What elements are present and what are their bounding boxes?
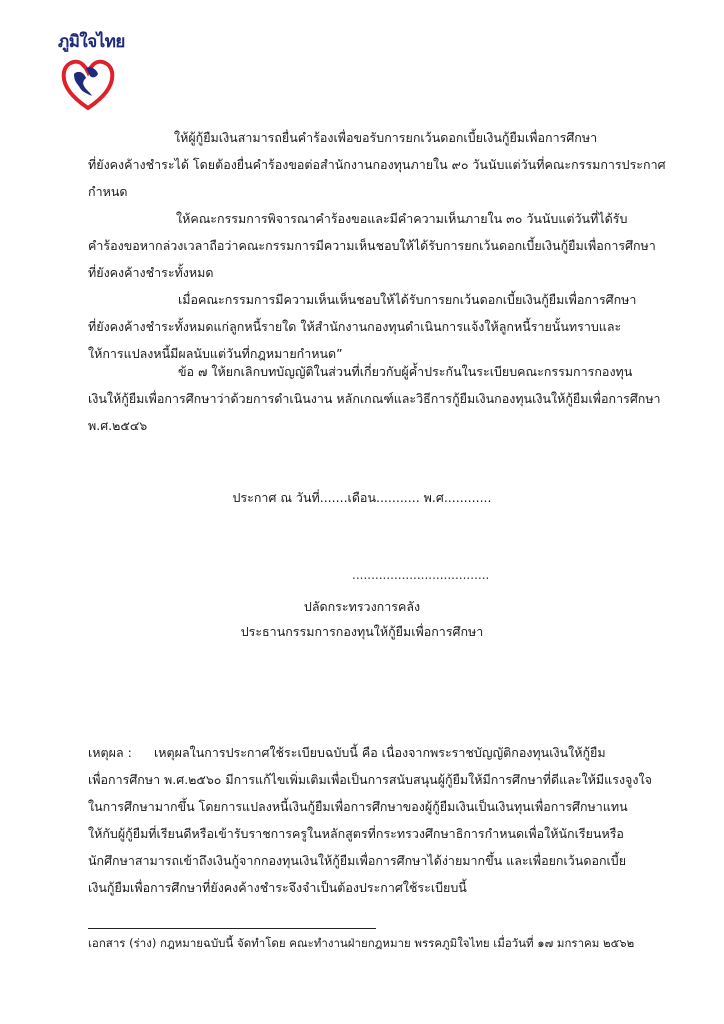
reason-section	[88, 739, 652, 901]
footnote-divider	[88, 928, 376, 929]
paragraph-line: ที่ยังคงค้างชำระทั้งหมด	[88, 265, 214, 280]
paragraph-3	[88, 286, 636, 367]
paragraph-line: ข้อ ๗ ให้ยกเลิกบทบัญญัติในส่วนที่เกี่ยวกับผู้ค้ำประกันในระเบียบคณะกรรมการกองทุน	[178, 364, 633, 379]
paragraph-line: ให้การแปลงหนี้มีผลนับแต่วันที่กฎหมายกำหนด”	[88, 346, 343, 361]
paragraph-line: ที่ยังคงค้างชำระได้ โดยต้องยื่นคำร้องขอต่อสำนักงานกองทุนภายใน ๙๐ วันนับแต่วันที่คณะกรรมการประกาศ	[88, 157, 666, 172]
paragraph-line: เมื่อคณะกรรมการมีความเห็นเห็นชอบให้ได้รับการยกเว้นดอกเบี้ยเงินกู้ยืมเพื่อการศึกษา	[178, 292, 637, 307]
paragraph-line: คำร้องขอหากล่วงเวลาถือว่าคณะกรรมการมีความเห็นชอบให้ได้รับการยกเว้นดอกเบี้ยเงินกู้ยืมเพื่อการศึกษา	[88, 238, 656, 253]
reason-line: เพื่อการศึกษา พ.ศ.๒๕๖๐ มีการแก้ไขเพิ่มเติมเพื่อเป็นการสนับสนุนผู้กู้ยืมให้มีการศึกษาที่ดีและให้มีแรงจูงใจ	[88, 772, 652, 787]
reason-text: เหตุผลในการประกาศใช้ระเบียบฉบับนี้ คือ เนื่องจากพระราชบัญญัติกองทุนเงินให้กู้ยืม	[154, 745, 606, 760]
paragraph-2	[88, 205, 656, 286]
party-logo	[58, 22, 125, 114]
paragraph-1	[88, 124, 666, 205]
signer-chair-position: ประธานกรรมการกองทุนให้กู้ยืมเพื่อการศึกษา	[240, 624, 484, 639]
paragraph-line: กำหนด	[88, 184, 128, 199]
reason-line-1	[88, 739, 640, 766]
reason-line: เงินกู้ยืมเพื่อการศึกษาที่ยังคงค้างชำระจึงจำเป็นต้องประกาศใช้ระเบียบนี้	[88, 880, 467, 895]
paragraph-line: เงินให้กู้ยืมเพื่อการศึกษาว่าด้วยการดำเนินงาน หลักเกณฑ์และวิธีการกู้ยืมเงินกองทุนเงินให้กู้ยืมเพื่อการศึกษา	[88, 391, 661, 406]
paragraph-line: ให้คณะกรรมการพิจารณาคำร้องขอและมีคำความเห็นภายใน ๓๐ วันนับแต่วันที่ได้รับ	[176, 211, 628, 226]
announcement-date-line: ประกาศ ณ วันที่.......เดือน........... พ.ศ............	[232, 490, 492, 505]
reason-line: นักศึกษาสามารถเข้าถึงเงินกู้จากกองทุนเงินให้กู้ยืมเพื่อการศึกษาได้ง่ายมากขึ้น และเพื่อยกเว้นดอกเบี้ย	[88, 853, 627, 868]
paragraph-line: ให้ผู้กู้ยืมเงินสามารถยื่นคำร้องเพื่อขอรับการยกเว้นดอกเบี้ยเงินกู้ยืมเพื่อการศึกษา	[174, 130, 598, 145]
paragraph-4	[88, 358, 661, 439]
signature-line: ....................................	[352, 568, 490, 582]
heart-map-icon	[60, 56, 116, 112]
paragraph-line: พ.ศ.๒๕๔๖	[88, 418, 148, 433]
signer-position: ปลัดกระทรวงการคลัง	[303, 599, 421, 614]
reason-label: เหตุผล :	[88, 745, 132, 760]
reason-line: ในการศึกษามากขึ้น โดยการแปลงหนี้เงินกู้ยืมเพื่อการศึกษาของผู้กู้ยืมเงินเป็นเงินทุนเพื่อการศึกษาแทน	[88, 799, 628, 814]
logo-text: ภูมิใจไทย	[58, 32, 125, 52]
reason-line: ให้กับผู้กู้ยืมที่เรียนดีหรือเข้ารับราชการครูในหลักสูตรที่กระทรวงศึกษาธิการกำหนดเพื่อให้นักเรียนหรือ	[88, 826, 624, 841]
paragraph-line: ที่ยังคงค้างชำระทั้งหมดแก่ลูกหนี้รายใด ให้สำนักงานกองทุนดำเนินการแจ้งให้ลูกหนี้รายนั้นทราบและ	[88, 319, 622, 334]
footnote: เอกสาร (ร่าง) กฎหมายฉบับนี้ จัดทำโดย คณะทำงานฝ่ายกฎหมาย พรรคภูมิใจไทย เมื่อวันที่ ๑๗ มกราคม ๒๕๖๒	[88, 936, 635, 950]
